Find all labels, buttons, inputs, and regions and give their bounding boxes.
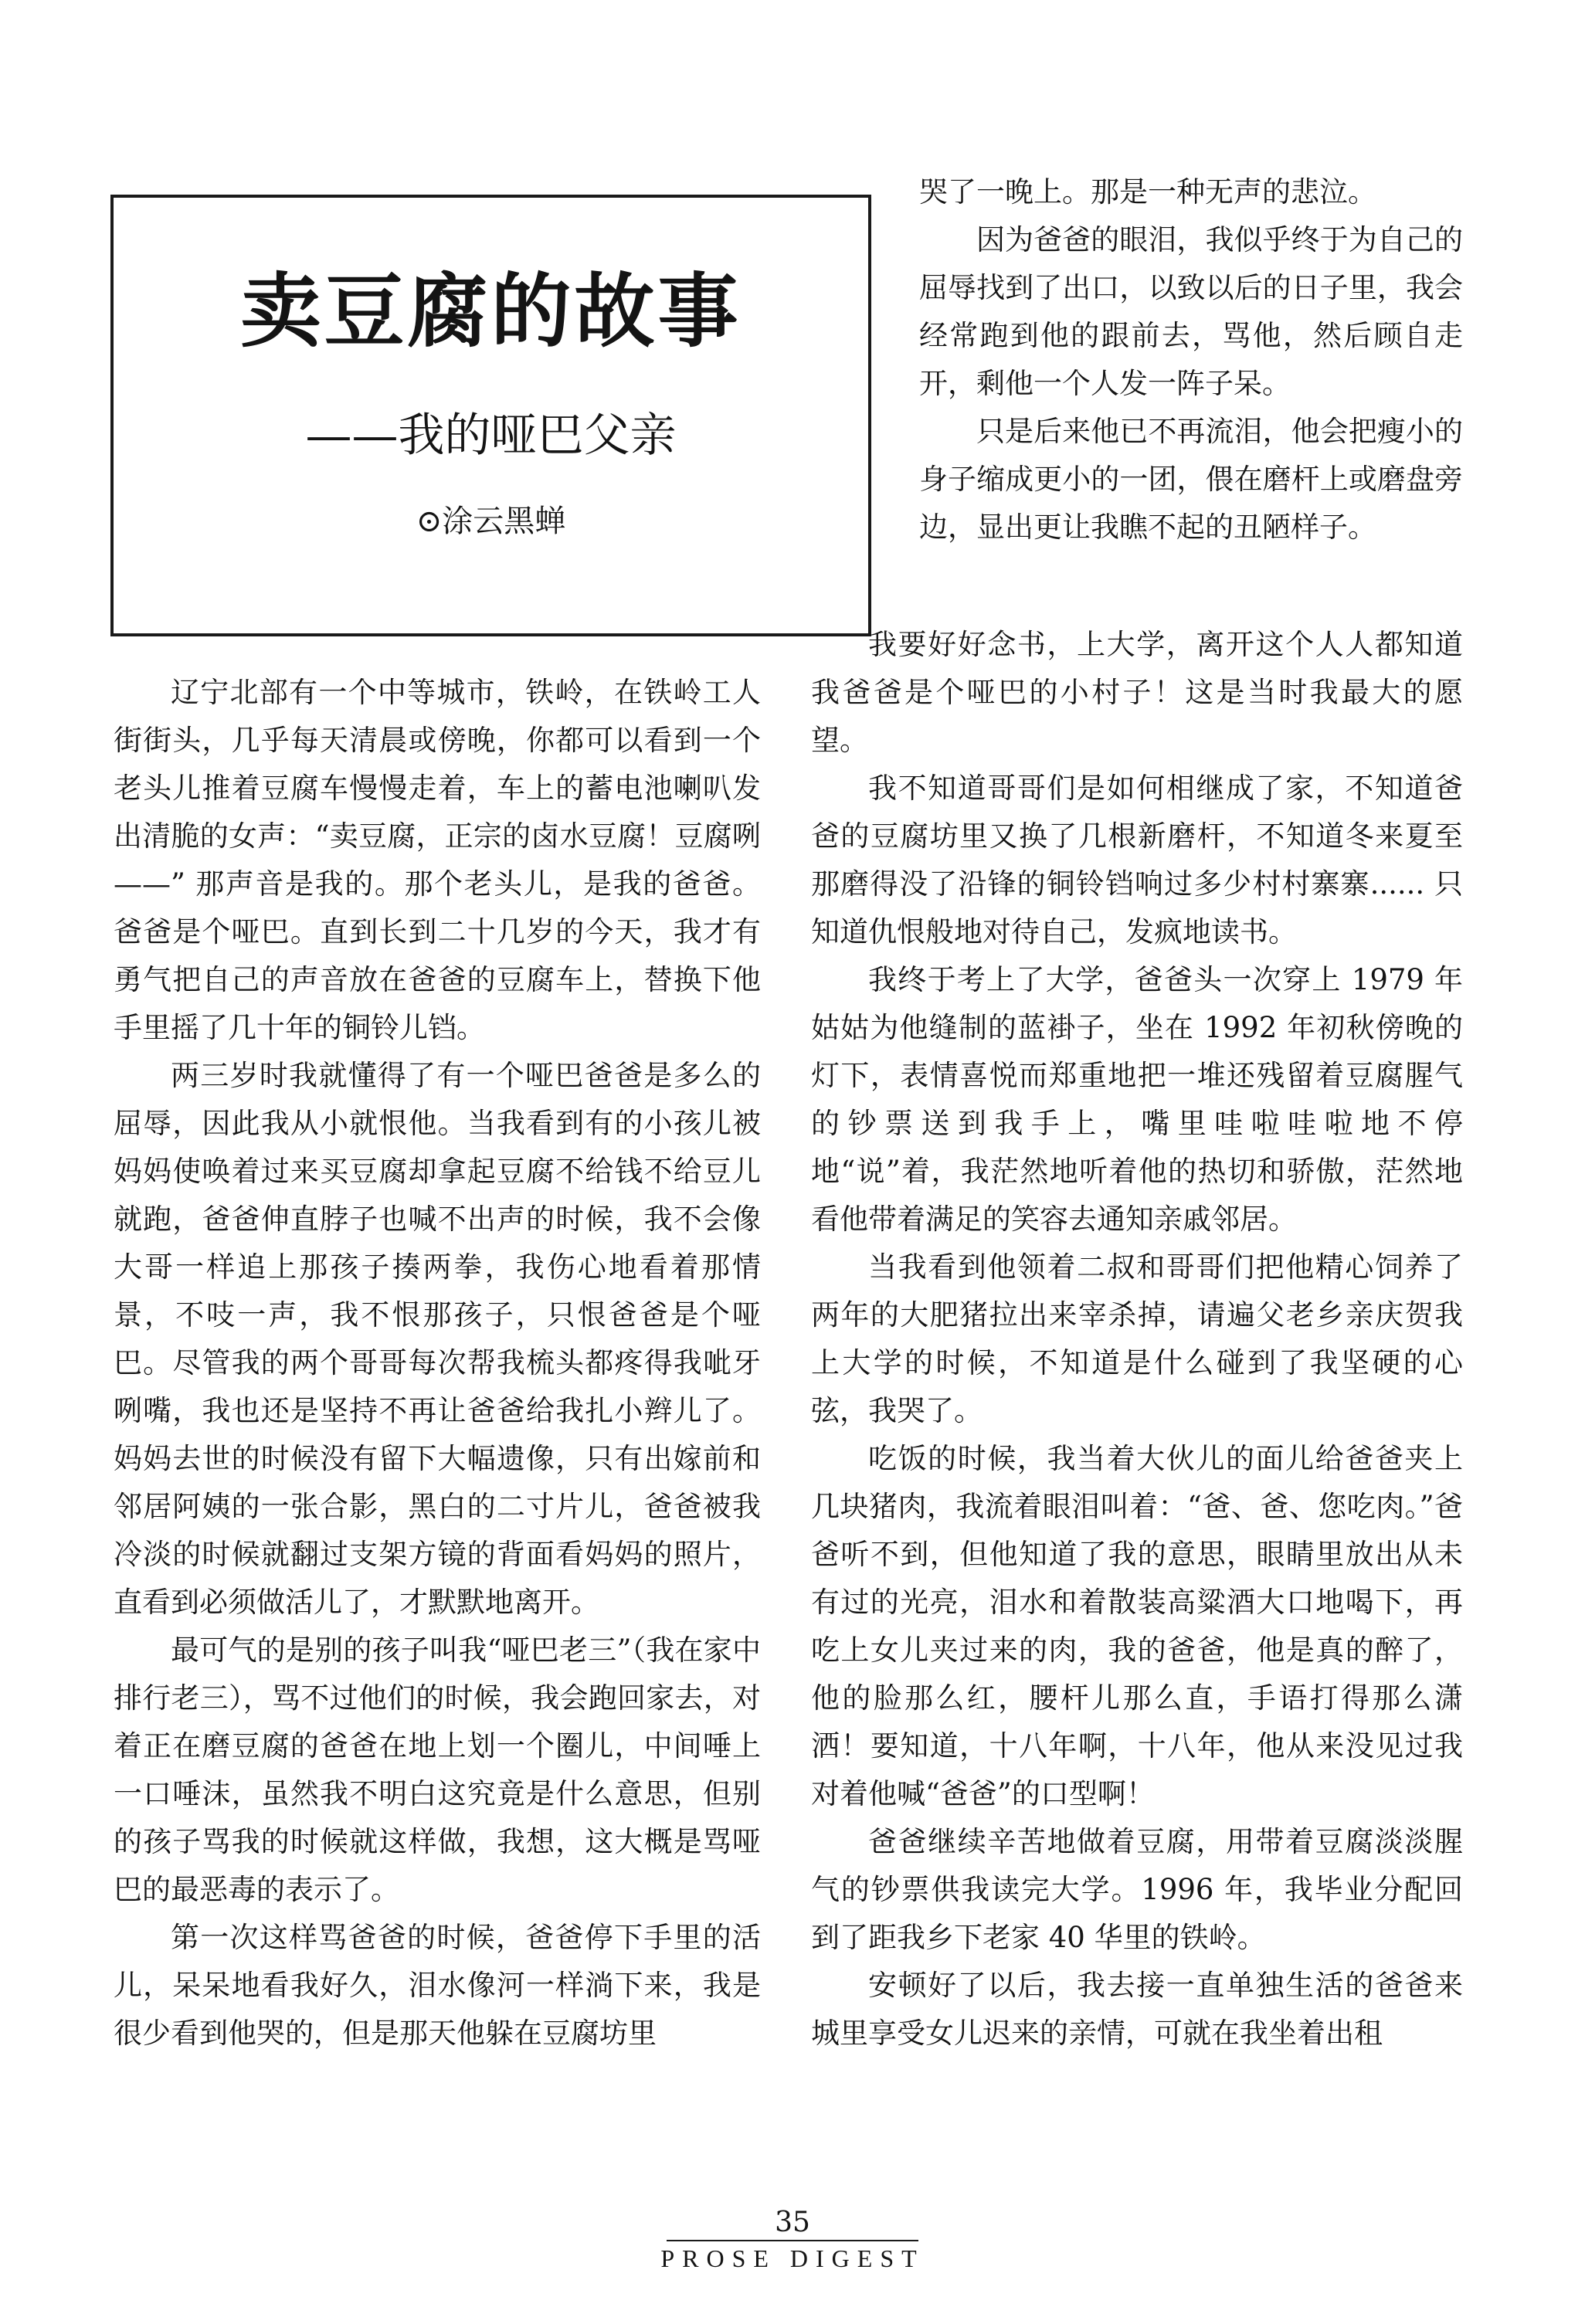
paragraph: 吃饭的时候，我当着大伙儿的面儿给爸爸夹上几块猪肉，我流着眼泪叫着：“爸、爸、您吃肉。”爸爸听不到，但他知道了我的意思，眼睛里放出从未有过的光亮，泪水和着散装高粱酒大口地喝下，再吃上女儿夹过来的肉，我的爸爸，他是真的醉了，他的脸那么红，腰杆儿那么直，手语打得那么潇洒！要知道，十八年啊，十八年，他从来没见过我对着他喊“爸爸”的口型啊！ xyxy=(811,1442,1463,1810)
right-column xyxy=(811,628,1463,2058)
paragraph: 安顿好了以后，我去接一直单独生活的爸爸来城里享受女儿迟来的亲情，可就在我坐着出租 xyxy=(811,1969,1463,2050)
paragraph: 因为爸爸的眼泪，我似乎终于为自己的屈辱找到了出口，以致以后的日子里，我会经常跑到他的跟前去，骂他，然后顾自走开，剩他一个人发一阵子呆。 xyxy=(919,223,1463,400)
paragraph: 最可气的是别的孩子叫我“哑巴老三”（我在家中排行老三），骂不过他们的时候，我会跑回家去，对着正在磨豆腐的爸爸在地上划一个圈儿，中间唾上一口唾沫，虽然我不明白这究竟是什么意思，但别的孩子骂我的时候就这样做，我想，这大概是骂哑巴的最恶毒的表示了。 xyxy=(114,1634,761,1906)
paragraph: 我终于考上了大学，爸爸头一次穿上 1979 年姑姑为他缝制的蓝褂子，坐在 1992 年初秋傍晚的灯下，表情喜悦而郑重地把一堆还残留着豆腐腥气的钞票送到我手上，嘴里哇啦哇啦地不停地“说”着，我茫然地听着他的热切和骄傲，茫然地看他带着满足的笑容去通知亲戚邻居。 xyxy=(811,963,1463,1236)
magazine-name: PROSE DIGEST xyxy=(660,2244,925,2272)
paragraph: 哭了一晚上。那是一种无声的悲泣。 xyxy=(919,175,1376,209)
right-column-top xyxy=(919,168,1463,551)
article-author: ⊙涂云黑蝉 xyxy=(416,504,566,539)
page-footer xyxy=(0,2207,1585,2273)
title-box xyxy=(110,195,871,636)
left-column xyxy=(114,669,761,2058)
paragraph: 两三岁时我就懂得了有一个哑巴爸爸是多么的屈辱，因此我从小就恨他。当我看到有的小孩儿被妈妈使唤着过来买豆腐却拿起豆腐不给钱不给豆儿就跑，爸爸伸直脖子也喊不出声的时候，我不会像大哥一样追上那孩子揍两拳，我伤心地看着那情景，不吱一声，我不恨那孩子，只恨爸爸是个哑巴。尽管我的两个哥哥每次帮我梳头都疼得我呲牙咧嘴，我也还是坚持不再让爸爸给我扎小辫儿了。妈妈去世的时候没有留下大幅遗像，只有出嫁前和邻居阿姨的一张合影，黑白的二寸片儿，爸爸被我冷淡的时候就翻过支架方镜的背面看妈妈的照片，直看到必须做活儿了，才默默地离开。 xyxy=(114,1059,761,1619)
page-number: 35 xyxy=(667,2207,918,2241)
paragraph: 辽宁北部有一个中等城市，铁岭，在铁岭工人街街头，几乎每天清晨或傍晚，你都可以看到一个老头儿推着豆腐车慢慢走着，车上的蓄电池喇叭发出清脆的女声：“卖豆腐，正宗的卤水豆腐！豆腐咧——” 那声音是我的。那个老头儿，是我的爸爸。爸爸是个哑巴。直到长到二十几岁的今天，我才有勇气把自己的声音放在爸爸的豆腐车上，替换下他手里摇了几十年的铜铃儿铛。 xyxy=(114,676,761,1044)
paragraph: 爸爸继续辛苦地做着豆腐，用带着豆腐淡淡腥气的钞票供我读完大学。1996 年，我毕业分配回到了距我乡下老家 40 华里的铁岭。 xyxy=(811,1825,1463,1954)
paragraph: 我要好好念书，上大学，离开这个人人都知道我爸爸是个哑巴的小村子！这是当时我最大的愿望。 xyxy=(811,628,1463,757)
article-subtitle: ——我的哑巴父亲 xyxy=(305,409,677,463)
article-title: 卖豆腐的故事 xyxy=(240,263,742,358)
paragraph: 第一次这样骂爸爸的时候，爸爸停下手里的活儿，呆呆地看我好久，泪水像河一样淌下来，我是很少看到他哭的，但是那天他躲在豆腐坊里 xyxy=(114,1921,761,2050)
paragraph: 我不知道哥哥们是如何相继成了家，不知道爸爸的豆腐坊里又换了几根新磨杆，不知道冬来夏至那磨得没了沿锋的铜铃铛响过多少村村寨寨...... 只知道仇恨般地对待自己，发疯地读书。 xyxy=(811,772,1463,948)
paragraph: 只是后来他已不再流泪，他会把瘦小的身子缩成更小的一团，偎在磨杆上或磨盘旁边，显出更让我瞧不起的丑陋样子。 xyxy=(919,415,1463,544)
paragraph: 当我看到他领着二叔和哥哥们把他精心饲养了两年的大肥猪拉出来宰杀掉，请遍父老乡亲庆贺我上大学的时候，不知道是什么碰到了我坚硬的心弦，我哭了。 xyxy=(811,1250,1463,1427)
